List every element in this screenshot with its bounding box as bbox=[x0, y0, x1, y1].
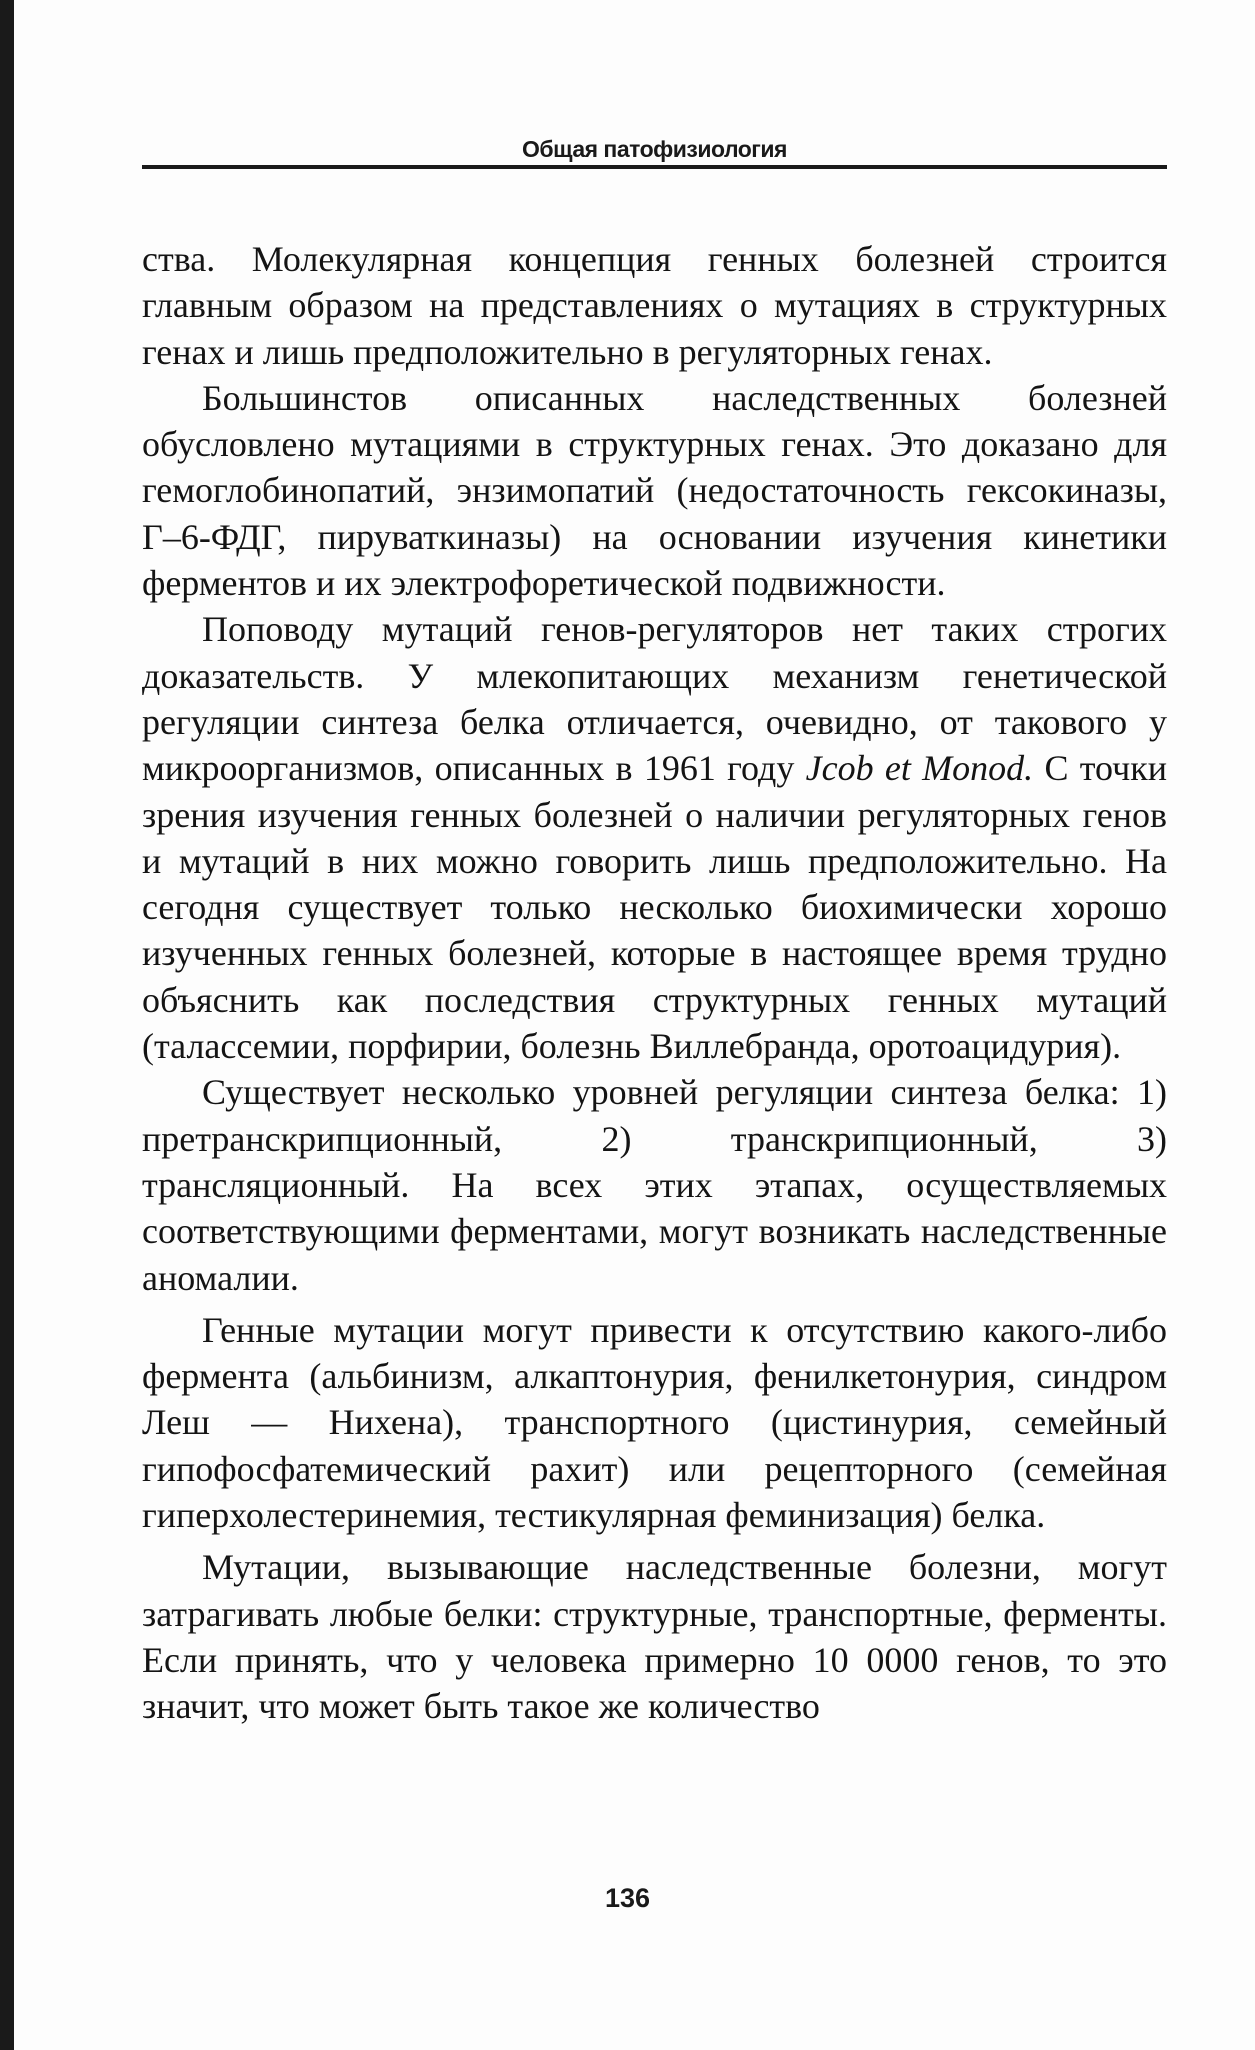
paragraph-3 bbox=[142, 606, 1167, 1069]
paragraph-6: Мутации, вызывающие наследственные болезни, могут затрагивать любые белки: структурные, транспортные, ферменты. Если принять, что у человека примерно 10 0000 генов, то это значит, что может быть такое же количество bbox=[142, 1547, 1167, 1727]
running-head bbox=[142, 136, 1167, 170]
scan-page-edge bbox=[0, 0, 14, 2050]
page-number: 136 bbox=[604, 1883, 651, 1913]
paragraph-3-italic-citation: Jcob et Monod. bbox=[805, 748, 1034, 789]
paragraph-3-text-before: Поповоду мутаций генов-регуляторов нет таких строгих доказательств. У млекопитающих механизм генетической регуляции синтеза белка отличается, очевидно, от такового у микроорганизмов, описанных в 1961 году bbox=[142, 609, 1167, 789]
paragraph-3-text-after: С точки зрения изучения генных болезней о наличии регуляторных генов и мутаций в них можно говорить лишь предположительно. На сегодня существует только несколько биохимически хорошо изученных генных болезней, которые в настоящее время трудно объяснить как последствия структурных генных мутаций (талассемии, порфирии, болезнь Виллебранда, оротоацидурия). bbox=[142, 748, 1167, 1067]
body-text bbox=[142, 236, 1167, 1730]
paragraph-1: ства. Молекулярная концепция генных болезней строится главным образом на представлениях о мутациях в структурных генах и лишь предположительно в регуляторных генах. bbox=[142, 239, 1167, 372]
paragraph-5: Генные мутации могут привести к отсутствию какого-либо фермента (альбинизм, алкаптонурия, фенилкетонурия, синдром Леш — Нихена), транспортного (цистинурия, семейный гипофосфатемический рахит) или рецепторного (семейная гиперхолестеринемия, тестикулярная феминизация) белка. bbox=[142, 1309, 1167, 1536]
running-head-rule bbox=[142, 165, 1167, 169]
paragraph-4: Существует несколько уровней регуляции синтеза белка: 1) претранскрипционный, 2) транскрипционный, 3) трансляционный. На всех этих этапах, осуществляемых соответствующими ферментами, могут возникать наследственные аномалии. bbox=[142, 1072, 1167, 1298]
running-head-title: Общая патофизиология bbox=[522, 136, 787, 162]
paragraph-2: Большинстов описанных наследственных болезней обусловлено мутациями в структурных генах. Это доказано для гемоглобинопатий, энзимопатий (недостаточность гексокиназы, Г–6-ФДГ, пируваткиназы) на основании изучения кинетики ферментов и их электрофоретической подвижности. bbox=[142, 377, 1167, 604]
